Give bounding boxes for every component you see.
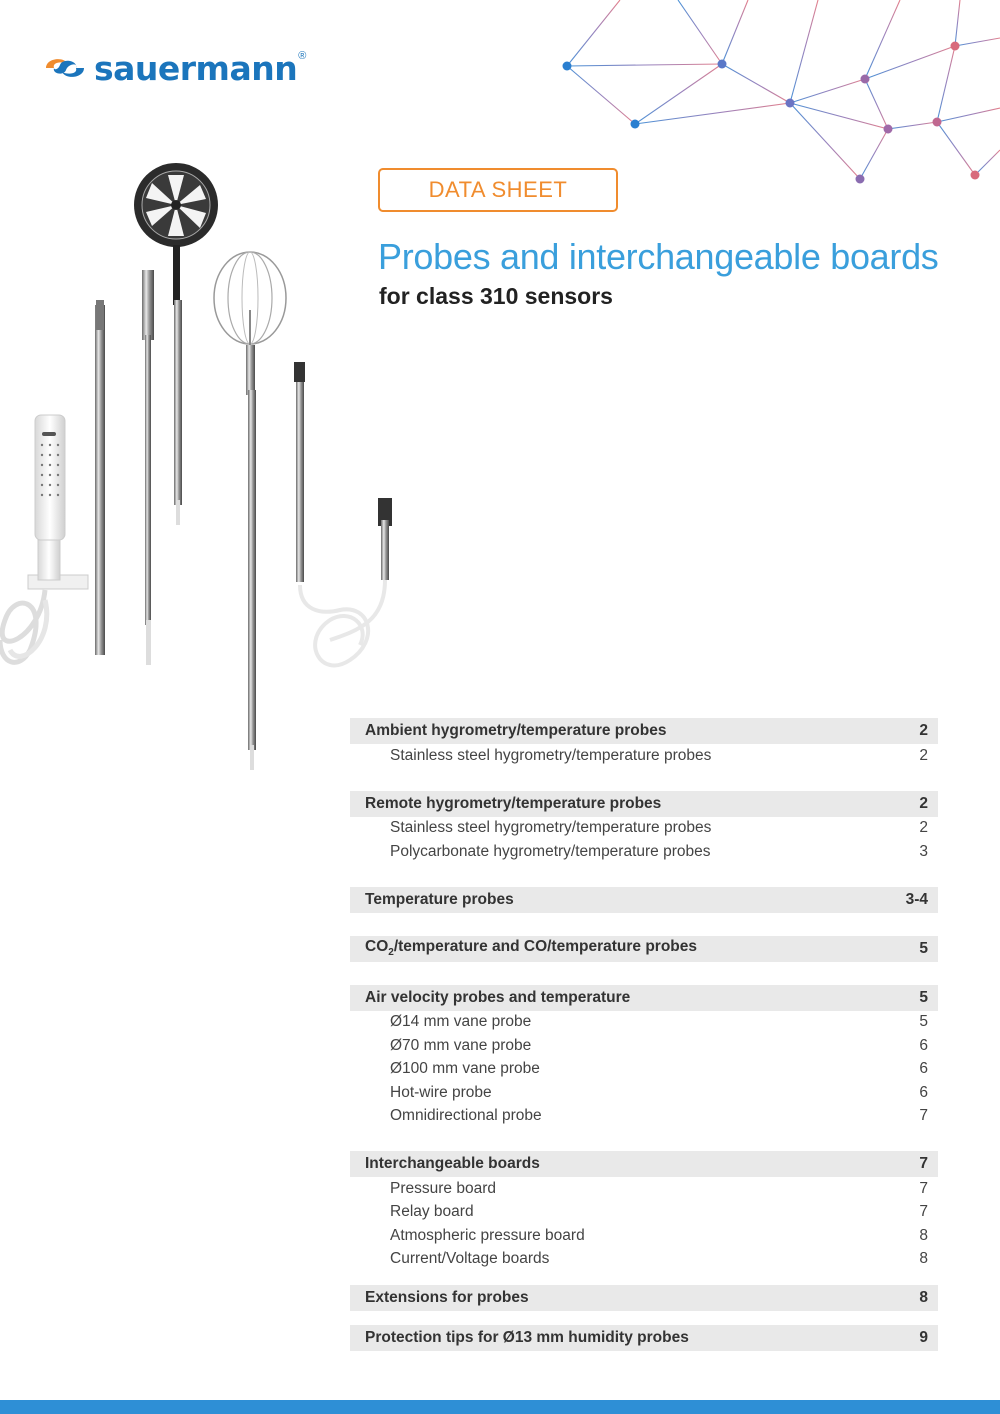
toc-section-title xyxy=(365,938,697,958)
toc-section-title-subscript: 2 xyxy=(388,947,394,959)
toc-item-row[interactable] xyxy=(350,1081,938,1105)
toc-section-page: 7 xyxy=(919,1155,928,1172)
toc-section-row[interactable] xyxy=(350,1285,938,1311)
toc-item-row[interactable] xyxy=(350,1105,938,1129)
toc-item-title: Ø100 mm vane probe xyxy=(390,1060,540,1078)
toc-item-title: Stainless steel hygrometry/temperature probes xyxy=(390,819,712,837)
toc-spacer xyxy=(350,913,938,936)
toc-item-page: 8 xyxy=(919,1250,928,1268)
table-of-contents xyxy=(350,718,938,1351)
page-title: Probes and interchangeable boards xyxy=(378,236,939,277)
toc-item-title: Relay board xyxy=(390,1203,474,1221)
toc-section-page: 8 xyxy=(919,1289,928,1306)
sauermann-logo-mark-icon xyxy=(42,52,88,84)
toc-item-page: 6 xyxy=(919,1083,928,1101)
toc-item-page: 6 xyxy=(919,1060,928,1078)
toc-item-title: Omnidirectional probe xyxy=(390,1107,542,1125)
toc-item-page: 2 xyxy=(919,819,928,837)
toc-item-page: 7 xyxy=(919,1203,928,1221)
toc-section-title: Interchangeable boards xyxy=(365,1155,540,1172)
toc-item-page: 5 xyxy=(919,1013,928,1031)
toc-section-row[interactable] xyxy=(350,1151,938,1177)
toc-item-row[interactable] xyxy=(350,1011,938,1035)
toc-item-title: Atmospheric pressure board xyxy=(390,1226,585,1244)
toc-item-title: Pressure board xyxy=(390,1179,496,1197)
probes-product-image xyxy=(0,150,430,780)
toc-section-page: 2 xyxy=(919,722,928,739)
toc-section-page: 9 xyxy=(919,1329,928,1346)
toc-item-page: 7 xyxy=(919,1107,928,1125)
toc-section-title: Ambient hygrometry/temperature probes xyxy=(365,722,667,739)
brand-name: sauermann xyxy=(94,48,298,88)
toc-item-page: 3 xyxy=(919,842,928,860)
toc-item-page: 2 xyxy=(919,746,928,764)
toc-section-page: 5 xyxy=(919,988,928,1006)
toc-item-row[interactable] xyxy=(350,1201,938,1225)
toc-spacer xyxy=(350,962,938,985)
toc-section-row[interactable] xyxy=(350,887,938,913)
toc-section-row[interactable] xyxy=(350,1325,938,1351)
toc-section-row[interactable] xyxy=(350,936,938,962)
toc-item-row[interactable] xyxy=(350,840,938,864)
toc-spacer xyxy=(350,768,938,791)
toc-item-title: Polycarbonate hygrometry/temperature probes xyxy=(390,842,711,860)
toc-item-row[interactable] xyxy=(350,1058,938,1082)
toc-item-row[interactable] xyxy=(350,744,938,768)
toc-item-title: Stainless steel hygrometry/temperature probes xyxy=(390,746,712,764)
toc-item-row[interactable] xyxy=(350,1034,938,1058)
toc-item-title: Ø70 mm vane probe xyxy=(390,1036,532,1054)
page-subtitle: for class 310 sensors xyxy=(379,283,613,309)
toc-item-title: Hot-wire probe xyxy=(390,1083,492,1101)
toc-section-title: Remote hygrometry/temperature probes xyxy=(365,794,662,812)
toc-item-title: Ø14 mm vane probe xyxy=(390,1013,532,1031)
toc-section-title: Temperature probes xyxy=(365,890,514,908)
toc-item-page: 8 xyxy=(919,1226,928,1244)
toc-section-title: Extensions for probes xyxy=(365,1289,529,1306)
toc-item-page: 6 xyxy=(919,1036,928,1054)
toc-spacer xyxy=(350,1128,938,1151)
data-sheet-badge-label: DATA SHEET xyxy=(428,177,568,202)
toc-section-row[interactable] xyxy=(350,985,938,1011)
toc-item-page: 7 xyxy=(919,1179,928,1197)
toc-section-row[interactable] xyxy=(350,791,938,817)
toc-item-row[interactable] xyxy=(350,1224,938,1248)
toc-section-title-suffix: /temperature and CO/temperature probes xyxy=(393,938,698,956)
toc-section-page: 5 xyxy=(919,939,928,957)
toc-section-page: 2 xyxy=(919,794,928,812)
toc-section-title-prefix: CO xyxy=(365,938,389,956)
toc-item-title: Current/Voltage boards xyxy=(390,1250,550,1268)
toc-item-row[interactable] xyxy=(350,1177,938,1201)
toc-section-row[interactable] xyxy=(350,718,938,744)
toc-section-title: Air velocity probes and temperature xyxy=(365,988,631,1006)
toc-spacer xyxy=(350,864,938,887)
toc-item-row[interactable] xyxy=(350,1248,938,1272)
toc-spacer xyxy=(350,1271,938,1285)
toc-section-page: 3-4 xyxy=(905,890,928,908)
registered-mark: ® xyxy=(298,50,307,62)
sauermann-logo xyxy=(42,48,306,88)
footer-bar xyxy=(0,1400,1000,1414)
toc-spacer xyxy=(350,1311,938,1325)
toc-item-row[interactable] xyxy=(350,817,938,841)
toc-section-title: Protection tips for Ø13 mm humidity probes xyxy=(365,1329,689,1346)
